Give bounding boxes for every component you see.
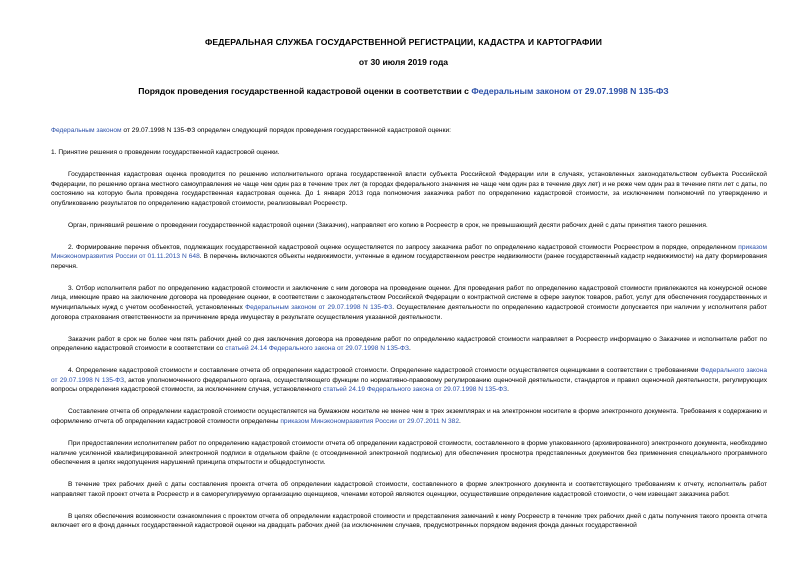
paragraph-text: . xyxy=(459,418,461,425)
law-135-link[interactable]: Федеральным законом от 29.07.1998 N 135-ФЗ xyxy=(245,304,393,312)
order-382-link[interactable]: приказом Минэкономразвития России от 29.07.2011 N 382 xyxy=(280,418,459,425)
paragraph-step-1 xyxy=(51,148,767,158)
order-648-link[interactable]: приказом Минэкономразвития России от 01.11.2013 N 648 xyxy=(51,243,767,261)
title-law-link[interactable]: Федеральным законом от 29.07.1998 N 135-ФЗ xyxy=(471,86,669,96)
paragraph-step-4 xyxy=(51,366,767,395)
paragraph-text: 1. Принятие решения о проведении государственной кадастровой оценки. xyxy=(51,148,280,156)
title-prefix: Порядок проведения государственной кадастровой оценки в соответствии с xyxy=(138,86,472,96)
paragraph-text: . xyxy=(409,345,411,353)
article-24-19-link[interactable]: статьей 24.19 Федерального закона от 29.07.1998 N 135-ФЗ xyxy=(323,386,508,394)
paragraph-review xyxy=(51,512,767,531)
paragraph-e-signature xyxy=(51,439,767,468)
paragraph-text: В течение трех рабочих дней с даты составления проекта отчета об определении кадастровой стоимости, составленного в форме электронного документа и соответствующего требованиям к отчету, исполнитель работ направляет такой проект отчета в Росреестр и в саморегулируемую организацию оценщиков, членами которой являются оценщики, осуществившие определение кадастровой стоимости, о чем извещает заказчика работ. xyxy=(51,481,767,498)
paragraph-text: При предоставлении исполнителем работ по определению кадастровой стоимости отчета об определении кадастровой стоимости, составленного в форме упакованного (архивированного) электронного документа, необходимо наличие усиленной квалифицированной электронной подписи в отдельном файле (с отсоединенной электронной подписью) для обеспечения просмотра представленных документов без применения специального программного обеспечения в целях недопущения нарушений принципа открытости и общедоступности. xyxy=(51,439,767,467)
paragraph-customer xyxy=(51,221,767,231)
paragraph-text: 2. Формирование перечня объектов, подлежащих государственной кадастровой оценке осуществляется по запросу заказчика работ по определению кадастровой стоимости Росреестром в порядке, определенном xyxy=(68,243,739,251)
paragraph-text: В целях обеспечения возможности ознакомления с проектом отчета об определении кадастровой стоимости и представления замечаний к нему Росреестр в течение трех рабочих дней с даты получения такого проекта отчета включает его в фонд данных государственной кадастровой оценки на двадцать рабочих дней (за исключением случаев, предусмотренных порядком ведения фонда данных государственной xyxy=(51,512,767,530)
paragraph-intro xyxy=(51,126,767,136)
paragraph-text: Орган, принявший решение о проведении государственной кадастровой оценки (Заказчик), направляет его копию в Росреестр в срок, не превышающий десяти рабочих дней с даты принятия такого решения. xyxy=(68,221,708,229)
paragraph-text: . В перечень включаются объекты недвижимости, учтенные в едином государственном реестре недвижимости (ранее государственный кадастр недвижимости) на дату формирования перечня. xyxy=(51,253,767,270)
paragraph-text: Заказчик работ в срок не более чем пять рабочих дней со дня заключения договора на проведение работ по определению кадастровой стоимости направляет в Росреестр информацию о Заказчике и исполнителе работ по определению кадастровой стоимости в соответствии со xyxy=(51,335,767,353)
paragraph-text: 4. Определение кадастровой стоимости и составление отчета об определении кадастровой стоимости. Определение кадастровой стоимости осуществляется оценщиками в соответствии с требованиями xyxy=(68,367,701,375)
document-body xyxy=(51,126,767,543)
paragraph-text: . Осуществление деятельности по определению кадастровой стоимости допускается при наличии у исполнителя работ договора страхования ответственности за причинение вреда имуществу в результате осуществления указанной деятельности. xyxy=(51,304,767,321)
paragraph-text: . xyxy=(507,386,509,394)
law-link[interactable]: Федеральным законом xyxy=(51,127,122,134)
paragraph-text: 3. Отбор исполнителя работ по определению кадастровой стоимости и заключение с ним договора на проведение оценки. Для проведения работ по определению кадастровой стоимости привлекаются на конкурсной основе лица, имеющие право на заключение договора на проведение оценки, в соответствии с законодательством Российской Федерации о контрактной системе в сфере закупок товаров, работ, услуг для обеспечения государственных и муниципальных нужд с учетом особенностей, установленных xyxy=(51,284,767,312)
law-135-link[interactable]: Федерального закона от 29.07.1998 N 135-ФЗ xyxy=(51,367,767,384)
paragraph-contract-notice xyxy=(51,335,767,354)
paragraph-text: Составление отчета об определении кадастровой стоимости осуществляется на бумажном носителе не менее чем в трех экземплярах и на электронном носителе в форме электронного документа. Требования к содержанию и оформлению отчета об определении кадастровой стоимости определены xyxy=(51,408,767,425)
article-24-14-link[interactable]: статьей 24.14 Федерального закона от 29.07.1998 N 135-ФЗ xyxy=(225,345,409,353)
document-title xyxy=(0,86,807,96)
paragraph-step-2 xyxy=(51,243,767,272)
paragraph-report xyxy=(51,407,767,426)
document-date: от 30 июля 2019 года xyxy=(358,57,449,67)
paragraph-decision xyxy=(51,170,767,208)
agency-heading: ФЕДЕРАЛЬНАЯ СЛУЖБА ГОСУДАРСТВЕННОЙ РЕГИСТРАЦИИ, КАДАСТРА И КАРТОГРАФИИ xyxy=(204,37,603,47)
paragraph-draft-report xyxy=(51,480,767,499)
paragraph-step-3 xyxy=(51,284,767,322)
paragraph-text: Государственная кадастровая оценка проводится по решению исполнительного органа государственной власти субъекта Российской Федерации или в случаях, установленных законодательством субъекта Российской Федерации, по решению органа местного самоуправления не чаще чем один раз в течение трех лет (в городах федерального значения не чаще чем один раз в течение двух лет) и не реже чем один раз в течение пяти лет с даты, по состоянию на которую была проведена государственная кадастровая оценка. До 1 января 2013 года полномочия заказчика работ по определению кадастровой стоимости, за исключением полномочий по утверждению и опубликованию результатов по определению кадастровой стоимости, реализовывал Росреестр. xyxy=(51,170,767,207)
paragraph-text: от 29.07.1998 N 135-ФЗ определен следующий порядок проведения государственной кадастровой оценки: xyxy=(121,127,451,134)
paragraph-text: , актов уполномоченного федерального органа, осуществляющего функции по нормативно-правовому регулированию оценочной деятельности, стандартов и правил оценочной деятельности, регулирующих вопросы определения кадастровой стоимости, за исключением случая, установленного xyxy=(51,376,767,394)
